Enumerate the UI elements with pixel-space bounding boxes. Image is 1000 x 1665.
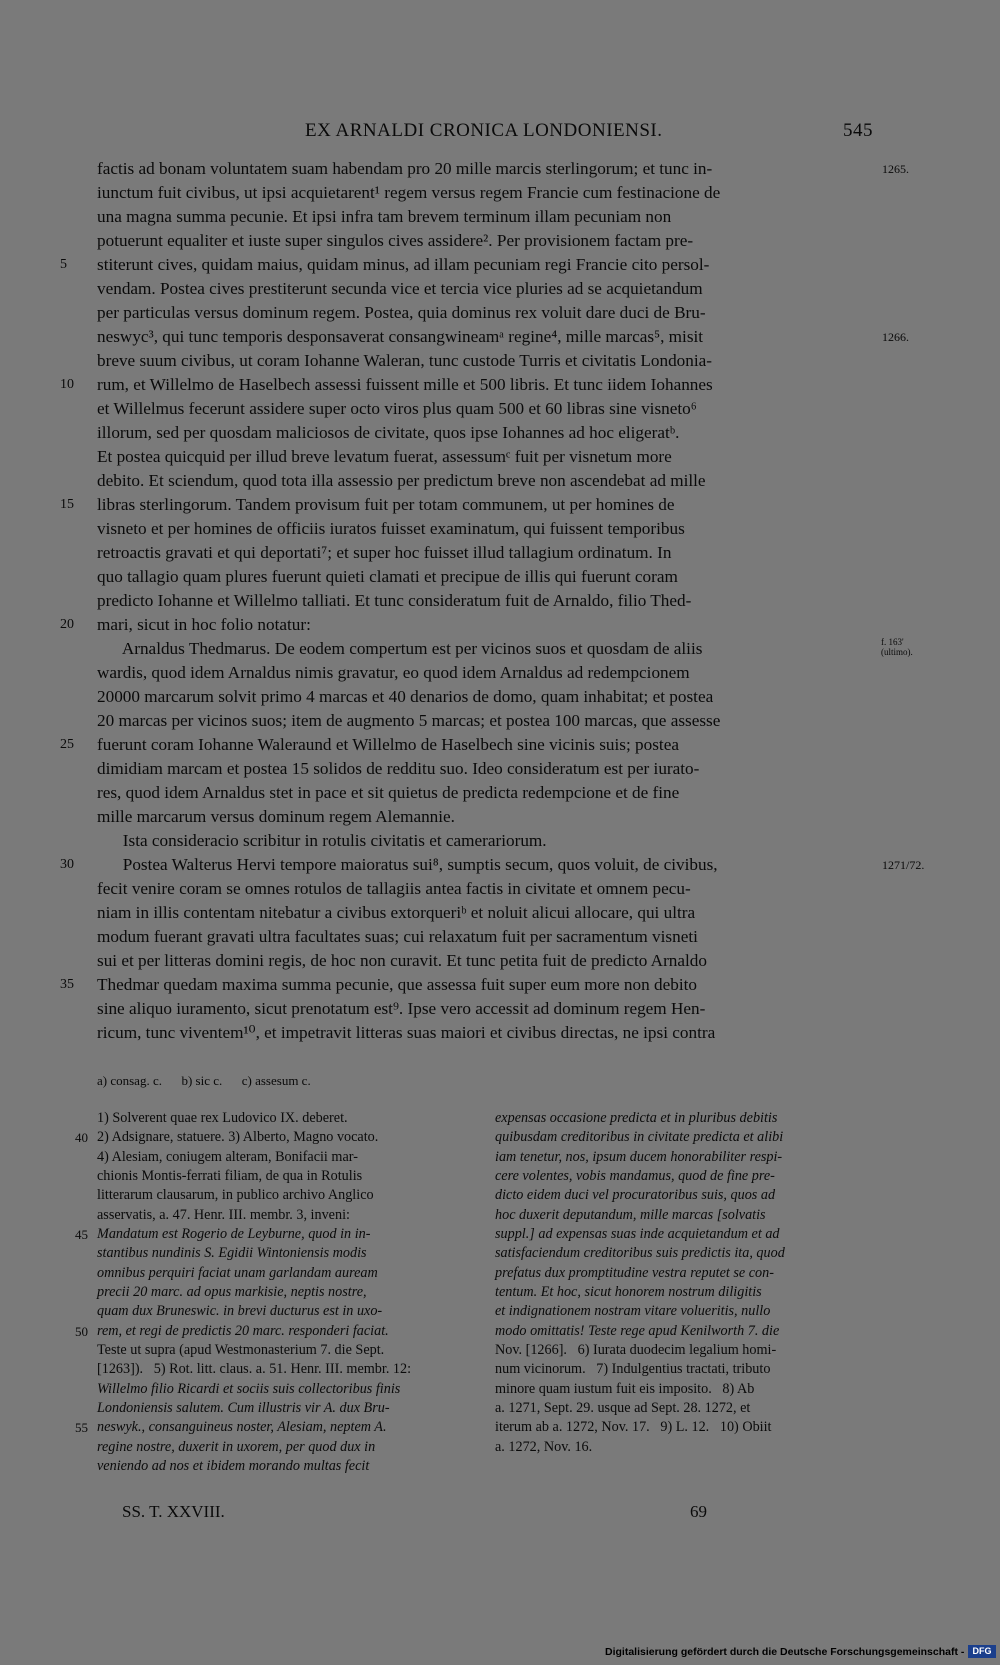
footnote-line: asservatis, a. 47. Henr. III. membr. 3, inveni: — [97, 1207, 350, 1223]
text-line: sui et per litteras domini regis, de hoc non curavit. Et tunc petita fuit de predicto Arnaldo — [97, 951, 707, 970]
footnote-line: expensas occasione predicta et in pluribus debitis — [495, 1110, 778, 1126]
footnote-line: prefatus dux promptitudine vestra reputet se con- — [495, 1265, 774, 1281]
line-number: 5 — [60, 257, 67, 272]
text-line: Postea Walterus Hervi tempore maioratus sui⁸, sumptis secum, quos voluit, de civibus, — [97, 855, 718, 874]
footnote-line: stantibus nundinis S. Egidii Wintoniensis modis — [97, 1245, 367, 1261]
footnote-line: Nov. [1266]. 6) Iurata duodecim legalium homi- — [495, 1342, 777, 1358]
page-number: 545 — [843, 120, 873, 141]
dfg-logo-label: DFG — [972, 1646, 992, 1656]
footnote-line: tentum. Et hoc, sicut honorem nostrum diligitis — [495, 1284, 762, 1300]
text-line: dimidiam marcam et postea 15 solidos de redditu suo. Ideo consideratum est per iurato- — [97, 759, 700, 778]
text-line: Arnaldus Thedmarus. De eodem compertum est per vicinos suos et quosdam de aliis — [97, 639, 703, 658]
footnote-line: Mandatum est Rogerio de Leyburne, quod in in- — [97, 1226, 371, 1242]
footnote-line: Teste ut supra (apud Westmonasterium 7. die Sept. — [97, 1342, 385, 1358]
footnote-line: a. 1272, Nov. 16. — [495, 1439, 593, 1455]
text-line: wardis, quod idem Arnaldus nimis gravatur, eo quod idem Arnaldus ad redempcionem — [97, 663, 690, 682]
text-line: modum fuerant gravati ultra facultates suas; cui relaxatum fuit per sacramentum visneti — [97, 927, 698, 946]
footnote-line-number: 55 — [75, 1420, 88, 1435]
text-line: retroactis gravati et qui deportati⁷; et super hoc fuisset illud tallagium ordinatum. In — [97, 543, 672, 562]
footnote-line: neswyk., consanguineus noster, Alesiam, neptem A. — [97, 1419, 387, 1435]
text-line: neswyc³, qui tunc temporis desponsaverat consangwineamᵃ regine⁴, mille marcas⁵, misit — [97, 327, 704, 346]
footnote-line: precii 20 marc. ad opus markisie, neptis nostre, — [97, 1284, 367, 1300]
footnote-line: quam dux Bruneswic. in brevi ducturus est in uxo- — [97, 1303, 383, 1319]
footnote-line: et indignationem nostram vitare volueritis, nullo — [495, 1303, 771, 1319]
footnote-line-number: 50 — [75, 1324, 88, 1339]
margin-note-year: 1266. — [882, 330, 909, 344]
text-line: visneto et per homines de officiis iuratos fuisset examinatum, qui fuissent temporibus — [97, 519, 685, 538]
text-line: predicto Iohanne et Willelmo talliati. Et tunc consideratum fuit de Arnaldo, filio Thed- — [97, 591, 692, 610]
text-line: debito. Et sciendum, quod tota illa assessio per predictum breve non ascendebat ad mille — [97, 471, 706, 490]
text-line: potuerunt equaliter et iuste super singulos cives assidere². Per provisionem factam pre- — [97, 231, 694, 250]
footnote-line: Londoniensis salutem. Cum illustris vir A. dux Bru- — [97, 1400, 390, 1416]
footnote-line: dicto eidem duci vel procuratoribus suis, quos ad — [495, 1187, 776, 1203]
text-line: mari, sicut in hoc folio notatur: — [97, 615, 311, 634]
footnote-line: 1) Solverent quae rex Ludovico IX. deberet. — [97, 1110, 348, 1126]
footnote-line: modo omittatis! Teste rege apud Kenilworth 7. die — [495, 1323, 780, 1339]
text-line: fecit venire coram se omnes rotulos de tallagiis antea factis in civitate et omnem pecu- — [97, 879, 691, 898]
margin-note-year: 1265. — [882, 162, 909, 176]
line-number: 25 — [60, 737, 74, 752]
footer-sheet-number: 69 — [690, 1502, 707, 1521]
footnote-line-number: 40 — [75, 1130, 88, 1145]
text-line: rum, et Willelmo de Haselbech assessi fuissent mille et 500 libris. Et tunc iidem Iohannes — [97, 375, 713, 394]
text-line: Et postea quicquid per illud breve levatum fuerat, assessumᶜ fuit per visnetum more — [97, 447, 672, 466]
margin-note-folio: f. 163' (ultimo). — [881, 637, 913, 657]
text-line: per particulas versus dominum regem. Postea, quia dominus rex voluit dare duci de Bru- — [97, 303, 706, 322]
text-line: sine aliquo iuramento, sicut prenotatum est⁹. Ipse vero accessit ad dominum regem Hen- — [97, 999, 706, 1018]
line-number: 20 — [60, 617, 74, 632]
footnote-line: cere volentes, vobis mandamus, quod de fine pre- — [495, 1168, 775, 1184]
footnote-line: chionis Montis-ferrati filiam, de qua in Rotulis — [97, 1168, 363, 1184]
critical-apparatus: a) consag. c. b) sic c. c) assesum c. — [97, 1073, 311, 1088]
text-line: niam in illis contentam nitebatur a civibus extorqueriᵇ et noluit alicui allocare, qui ultra — [97, 903, 696, 922]
footnote-line: hoc duxerit deputandum, mille marcas [solvatis — [495, 1207, 766, 1223]
footnote-line: rem, et regi de predictis 20 marc. responderi faciat. — [97, 1323, 389, 1339]
text-line: 20000 marcarum solvit primo 4 marcas et 40 denarios de domo, quam inhabitat; et postea — [97, 687, 714, 706]
text-line: iunctum fuit civibus, ut ipsi acquietarent¹ regem versus regem Francie cum festinacione de — [97, 183, 721, 202]
text-line: illorum, sed per quosdam maliciosos de civitate, quos ipse Iohannes ad hoc eligeratᵇ. — [97, 423, 680, 442]
page-title: EX ARNALDI CRONICA LONDONIENSI. — [305, 120, 663, 141]
footnote-line: omnibus perquiri faciat unam garlandam auream — [97, 1265, 378, 1281]
footnote-line: satisfaciendum creditoribus suis predictis ita, quod — [495, 1245, 785, 1261]
footnote-line-number: 45 — [75, 1227, 88, 1242]
text-line: mille marcarum versus dominum regem Alemannie. — [97, 807, 455, 826]
text-line: quo tallagio quam plures fuerunt quieti clamati et precipue de illis qui fuerunt coram — [97, 567, 678, 586]
footnote-line: num vicinorum. 7) Indulgentius tractati, tributo — [495, 1361, 771, 1377]
text-line: res, quod idem Arnaldus stet in pace et sit quietus de predicta redempcione et de fine — [97, 783, 680, 802]
line-number: 30 — [60, 857, 74, 872]
text-line: 20 marcas per vicinos suos; item de augmento 5 marcas; et postea 100 marcas, que assesse — [97, 711, 721, 730]
footnote-line: iterum ab a. 1272, Nov. 17. 9) L. 12. 10) Obiit — [495, 1419, 772, 1435]
footnote-line: regine nostre, duxerit in uxorem, per quod dux in — [97, 1439, 376, 1455]
text-line: una magna summa pecunie. Et ipsi infra tam brevem terminum illam pecuniam non — [97, 207, 672, 226]
text-line: breve suum civibus, ut coram Iohanne Waleran, tunc custode Turris et civitatis Londonia- — [97, 351, 712, 370]
text-line: et Willelmus fecerunt assidere super octo viros plus quam 500 et 60 libras sine visneto⁶ — [97, 399, 697, 418]
footnote-line: 2) Adsignare, statuere. 3) Alberto, Magno vocato. — [97, 1129, 379, 1145]
dfg-logo-icon — [968, 1645, 996, 1658]
text-line: ricum, tunc viventem¹⁰, et impetravit litteras suas maiori et civibus directas, ne ipsi contra — [97, 1023, 716, 1042]
footnote-line: 4) Alesiam, coniugem alteram, Bonifacii mar- — [97, 1149, 358, 1165]
text-line: fuerunt coram Iohanne Waleraund et Willelmo de Haselbech sine vicinis suis; postea — [97, 735, 679, 754]
text-line: factis ad bonam voluntatem suam habendam pro 20 mille marcis sterlingorum; et tunc in- — [97, 159, 713, 178]
footnote-line: litterarum clausarum, in publico archivo Anglico — [97, 1187, 374, 1203]
footnote-line: iam tenetur, nos, ipsum ducem honorabiliter respi- — [495, 1149, 783, 1165]
line-number: 35 — [60, 977, 74, 992]
footnote-line: [1263]). 5) Rot. litt. claus. a. 51. Henr. III. membr. 12: — [97, 1361, 412, 1377]
footnote-line: a. 1271, Sept. 29. usque ad Sept. 28. 1272, et — [495, 1400, 751, 1416]
footnote-line: minore quam iustum fuit eis imposito. 8) Ab — [495, 1381, 755, 1397]
line-number: 15 — [60, 497, 74, 512]
text-line: Ista consideracio scribitur in rotulis civitatis et camerariorum. — [97, 831, 547, 850]
footnote-line: suppl.] ad expensas suas inde acquietandum et ad — [495, 1226, 780, 1242]
footnote-line: Willelmo filio Ricardi et sociis suis collectoribus finis — [97, 1381, 401, 1397]
footer-volume: SS. T. XXVIII. — [122, 1502, 225, 1521]
margin-note-year: 1271/72. — [882, 858, 925, 872]
text-line: vendam. Postea cives prestiterunt secunda vice et tercia vice pluries ad se acquietandum — [97, 279, 703, 298]
footnote-line: veniendo ad nos et ibidem morando multas fecit — [97, 1458, 370, 1474]
funding-banner: Digitalisierung gefördert durch die Deutsche Forschungsgemeinschaft - — [605, 1646, 965, 1658]
text-line: stiterunt cives, quidam maius, quidam minus, ad illam pecuniam regi Francie cito persol- — [97, 255, 710, 274]
line-number: 10 — [60, 377, 74, 392]
text-line: Thedmar quedam maxima summa pecunie, que assessa fuit super eum more non debito — [97, 975, 697, 994]
footnote-line: quibusdam creditoribus in civitate predicta et alibi — [495, 1129, 784, 1145]
text-line: libras sterlingorum. Tandem provisum fuit per totam communem, ut per homines de — [97, 495, 675, 514]
